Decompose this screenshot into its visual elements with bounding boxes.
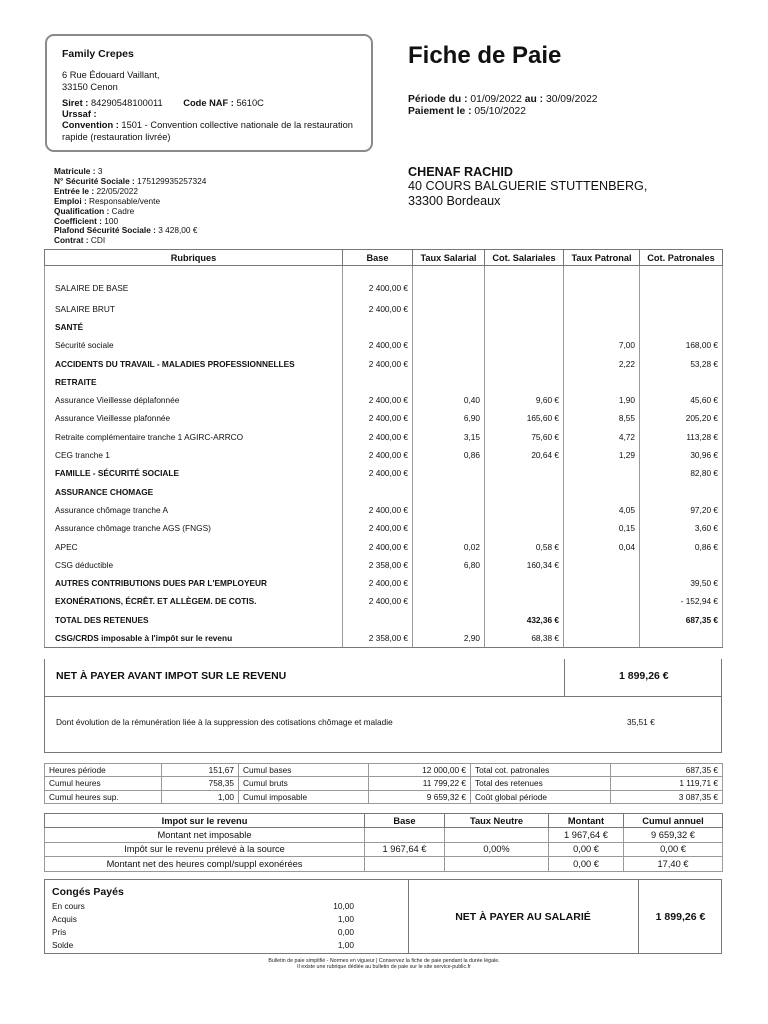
impot-cumul: 0,00 €	[624, 842, 723, 857]
contrat-value: CDI	[90, 235, 106, 246]
cumul-value: 687,35 €	[611, 764, 723, 777]
conges-value: 10,00	[333, 901, 354, 911]
impot-header-row	[45, 814, 723, 828]
cell-taux-salarial	[413, 266, 485, 300]
cumul-value: 3 087,35 €	[611, 790, 723, 803]
conges-row	[52, 914, 352, 924]
employer-name: Family Crepes	[62, 48, 134, 60]
cell-base: 2 400,00 €	[343, 464, 413, 482]
cell-cot-salariale: 68,38 €	[485, 629, 564, 647]
cell-taux-patronal: 4,72	[564, 428, 640, 446]
table-row	[45, 464, 723, 482]
employee-name: CHENAF RACHID	[408, 165, 513, 179]
cell-cot-patronale	[640, 556, 723, 574]
impot-taux: 0,00%	[445, 842, 549, 857]
cell-rubrique: FAMILLE - SÉCURITÉ SOCIALE	[45, 464, 343, 482]
cell-cot-patronale: 53,28 €	[640, 354, 723, 372]
impot-base	[365, 857, 445, 872]
matricule-label: Matricule :	[54, 166, 96, 176]
net-to-pay-label: NET À PAYER AU SALARIÉ	[455, 911, 591, 923]
net-before-tax-value: 1 899,26 €	[619, 670, 669, 682]
cell-rubrique: AUTRES CONTRIBUTIONS DUES PAR L'EMPLOYEUR	[45, 574, 343, 592]
cell-cot-patronale	[640, 318, 723, 336]
cell-rubrique: CSG/CRDS imposable à l'impôt sur le revenu	[45, 629, 343, 647]
table-row	[45, 373, 723, 391]
cell-taux-salarial	[413, 592, 485, 610]
cumul-value: 12 000,00 €	[369, 764, 471, 777]
table-row	[45, 519, 723, 537]
cell-rubrique: CSG déductible	[45, 556, 343, 574]
cell-taux-patronal	[564, 629, 640, 647]
conges-box	[44, 879, 722, 954]
employee-address1: 40 COURS BALGUERIE STUTTENBERG,	[408, 179, 648, 194]
cell-taux-salarial: 2,90	[413, 629, 485, 647]
periode-to: 30/09/2022	[545, 94, 598, 105]
cell-taux-salarial	[413, 501, 485, 519]
cell-base: 2 400,00 €	[343, 336, 413, 354]
cell-cot-patronale: 45,60 €	[640, 391, 723, 409]
impot-cumul: 17,40 €	[624, 857, 723, 872]
impot-base: 1 967,64 €	[365, 842, 445, 857]
footer-line1: Bulletin de paie simplifié - Normes en vigueur | Conservez la fiche de paie pendant la durée légale.	[268, 958, 500, 964]
cell-base	[343, 482, 413, 500]
table-row	[45, 266, 723, 300]
cell-cot-patronale	[640, 300, 723, 318]
cell-taux-salarial	[413, 519, 485, 537]
cell-rubrique: APEC	[45, 537, 343, 555]
cell-taux-salarial	[413, 354, 485, 372]
employer-address-line1: 6 Rue Édouard Vaillant,	[62, 70, 160, 81]
cell-cot-salariale	[485, 464, 564, 482]
qualif-label: Qualification :	[54, 205, 110, 216]
impot-base	[365, 828, 445, 843]
cell-cot-salariale	[485, 592, 564, 610]
siret-label: Siret :	[62, 97, 89, 108]
footer	[0, 958, 768, 971]
cumul-value: 1 119,71 €	[611, 777, 723, 790]
cell-taux-patronal: 0,15	[564, 519, 640, 537]
cell-taux-patronal	[564, 574, 640, 592]
cumul-label: Coût global période	[471, 790, 611, 803]
cell-cot-patronale: 82,80 €	[640, 464, 723, 482]
net-divider	[564, 659, 565, 696]
employee-address	[408, 165, 647, 208]
net-note-label: Dont évolution de la rémunération liée à la suppression des cotisations chômage et maladie	[56, 717, 393, 727]
cell-base: 2 400,00 €	[343, 300, 413, 318]
cumul-label: Heures période	[45, 764, 162, 777]
cumul-label: Total cot. patronales	[471, 764, 611, 777]
impot-label: Montant net des heures compl/suppl exonérées	[45, 857, 365, 872]
cell-base	[343, 611, 413, 629]
cell-taux-patronal	[564, 556, 640, 574]
table-header-row	[45, 250, 723, 266]
cumul-label: Cumul bases	[239, 764, 369, 777]
cell-base: 2 400,00 €	[343, 592, 413, 610]
net-before-tax-label: NET À PAYER AVANT IMPOT SUR LE REVENU	[56, 670, 287, 682]
table-row	[45, 318, 723, 336]
entree-label: Entrée le :	[54, 185, 95, 196]
cell-cot-patronale: 205,20 €	[640, 409, 723, 427]
cell-taux-patronal: 4,05	[564, 501, 640, 519]
cumul-label: Cumul bruts	[239, 777, 369, 790]
impot-col-montant: Montant	[549, 814, 624, 828]
cell-taux-patronal	[564, 482, 640, 500]
naf-label: Code NAF :	[183, 97, 234, 108]
impot-table	[44, 813, 723, 872]
cell-cot-salariale: 160,34 €	[485, 556, 564, 574]
conges-label: Acquis	[52, 914, 77, 924]
cumul-value: 9 659,32 €	[369, 790, 471, 803]
conges-row	[52, 927, 352, 937]
cell-cot-salariale	[485, 266, 564, 300]
siret-value: 84290548100011	[90, 97, 163, 108]
cell-cot-patronale: 168,00 €	[640, 336, 723, 354]
cumul-value: 1,00	[162, 790, 239, 803]
cumul-row	[45, 790, 723, 803]
cumul-value: 11 799,22 €	[369, 777, 471, 790]
cell-rubrique: RETRAITE	[45, 373, 343, 391]
table-row	[45, 537, 723, 555]
cell-cot-salariale	[485, 501, 564, 519]
cell-cot-patronale: 30,96 €	[640, 446, 723, 464]
paiement-date: 05/10/2022	[474, 106, 526, 117]
cell-base: 2 400,00 €	[343, 409, 413, 427]
cell-base: 2 400,00 €	[343, 537, 413, 555]
impot-label: Montant net imposable	[45, 828, 365, 843]
cell-taux-patronal: 1,29	[564, 446, 640, 464]
cell-taux-salarial: 6,90	[413, 409, 485, 427]
cell-taux-salarial	[413, 336, 485, 354]
cell-cot-patronale	[640, 373, 723, 391]
cell-cot-salariale	[485, 482, 564, 500]
cell-cot-patronale: 39,50 €	[640, 574, 723, 592]
cell-cot-salariale	[485, 300, 564, 318]
conges-title: Congés Payés	[52, 886, 124, 898]
impot-montant: 1 967,64 €	[549, 828, 624, 843]
cumul-row	[45, 764, 723, 777]
conges-value: 0,00	[337, 927, 354, 937]
cumul-label: Cumul imposable	[239, 790, 369, 803]
cell-taux-patronal: 1,90	[564, 391, 640, 409]
col-base: Base	[343, 250, 413, 266]
cell-cot-salariale	[485, 373, 564, 391]
matricule-value: 3	[97, 166, 103, 176]
coef-label: Coefficient :	[54, 215, 102, 226]
cell-taux-salarial: 0,40	[413, 391, 485, 409]
cell-taux-patronal	[564, 592, 640, 610]
cell-taux-patronal: 8,55	[564, 409, 640, 427]
urssaf-label: Urssaf :	[62, 109, 97, 120]
cell-cot-patronale: 97,20 €	[640, 501, 723, 519]
secu-value: 175129935257324	[137, 175, 207, 186]
contrat-label: Contrat :	[54, 235, 89, 246]
employee-address2: 33300 Bordeaux	[408, 193, 501, 208]
cell-taux-patronal: 7,00	[564, 336, 640, 354]
cell-rubrique: Sécurité sociale	[45, 336, 343, 354]
col-cot-salariales: Cot. Salariales	[485, 250, 564, 266]
cell-rubrique: Assurance chômage tranche AGS (FNGS)	[45, 519, 343, 537]
cell-base: 2 400,00 €	[343, 391, 413, 409]
table-row	[45, 611, 723, 629]
conges-value: 1,00	[337, 940, 354, 950]
cumuls-table	[44, 763, 723, 804]
conges-row	[52, 940, 352, 950]
cell-rubrique: EXONÉRATIONS, ÉCRÊT. ET ALLÈGEM. DE COTIS.	[45, 592, 343, 610]
cell-taux-salarial	[413, 464, 485, 482]
cell-taux-salarial	[413, 574, 485, 592]
cell-cot-patronale: 0,86 €	[640, 537, 723, 555]
impot-col-cumul: Cumul annuel	[624, 814, 723, 828]
cell-base: 2 400,00 €	[343, 501, 413, 519]
cell-taux-salarial: 6,80	[413, 556, 485, 574]
footer-line2: Il existe une rubrique dédiée au bulletin de paie sur le site service-public.fr	[297, 964, 471, 971]
impot-taux	[445, 857, 549, 872]
payslip-table-body	[45, 266, 723, 648]
cell-cot-salariale	[485, 519, 564, 537]
table-row	[45, 574, 723, 592]
cell-taux-salarial	[413, 300, 485, 318]
cell-taux-patronal	[564, 373, 640, 391]
cell-taux-salarial: 3,15	[413, 428, 485, 446]
secu-label: N° Sécurité Sociale :	[54, 175, 135, 186]
cell-taux-salarial	[413, 318, 485, 336]
cell-taux-patronal: 2,22	[564, 354, 640, 372]
cell-taux-salarial	[413, 611, 485, 629]
table-row	[45, 482, 723, 500]
conges-value: 1,00	[337, 914, 354, 924]
table-row	[45, 501, 723, 519]
cell-taux-patronal	[564, 318, 640, 336]
col-cot-patronales: Cot. Patronales	[640, 250, 723, 266]
impot-col-taux: Taux Neutre	[445, 814, 549, 828]
coef-value: 100	[104, 215, 119, 226]
cell-cot-salariale: 75,60 €	[485, 428, 564, 446]
cell-rubrique: Assurance Vieillesse plafonnée	[45, 409, 343, 427]
impot-row	[45, 842, 723, 857]
impot-montant: 0,00 €	[549, 857, 624, 872]
employee-info	[54, 167, 206, 246]
impot-row	[45, 828, 723, 843]
cell-cot-patronale: 3,60 €	[640, 519, 723, 537]
emploi-value: Responsable/vente	[89, 195, 161, 206]
table-row	[45, 409, 723, 427]
cell-cot-salariale: 0,58 €	[485, 537, 564, 555]
periode-label: Période du :	[408, 94, 468, 105]
net-separator	[45, 696, 721, 697]
impot-label: Impôt sur le revenu prélevé à la source	[45, 842, 365, 857]
cell-base: 2 400,00 €	[343, 519, 413, 537]
cumul-value: 758,35	[162, 777, 239, 790]
cumul-label: Total des retenues	[471, 777, 611, 790]
convention-label: Convention :	[62, 120, 119, 131]
cell-rubrique: ASSURANCE CHOMAGE	[45, 482, 343, 500]
impot-row	[45, 857, 723, 872]
col-rubriques: Rubriques	[45, 250, 343, 266]
table-row	[45, 428, 723, 446]
impot-montant: 0,00 €	[549, 842, 624, 857]
cell-base: 2 358,00 €	[343, 556, 413, 574]
cell-cot-patronale: - 152,94 €	[640, 592, 723, 610]
cell-cot-salariale	[485, 336, 564, 354]
cell-rubrique: SANTÉ	[45, 318, 343, 336]
cell-cot-patronale: 687,35 €	[640, 611, 723, 629]
col-taux-salarial: Taux Salarial	[413, 250, 485, 266]
cell-rubrique: SALAIRE DE BASE	[45, 266, 343, 300]
cell-base: 2 400,00 €	[343, 266, 413, 300]
cell-base: 2 358,00 €	[343, 629, 413, 647]
cell-base	[343, 373, 413, 391]
cell-rubrique: TOTAL DES RETENUES	[45, 611, 343, 629]
periode-from: 01/09/2022	[470, 94, 522, 105]
cell-cot-patronale	[640, 482, 723, 500]
cell-cot-salariale: 165,60 €	[485, 409, 564, 427]
cell-taux-patronal	[564, 300, 640, 318]
conges-label: En cours	[52, 901, 85, 911]
table-row	[45, 592, 723, 610]
cell-taux-patronal	[564, 266, 640, 300]
cell-taux-salarial	[413, 482, 485, 500]
cumul-row	[45, 777, 723, 790]
period-info	[408, 94, 598, 118]
cell-taux-salarial	[413, 373, 485, 391]
cell-rubrique: ACCIDENTS DU TRAVAIL - MALADIES PROFESSIONNELLES	[45, 354, 343, 372]
cell-rubrique: Assurance chômage tranche A	[45, 501, 343, 519]
cell-rubrique: SALAIRE BRUT	[45, 300, 343, 318]
cell-taux-patronal: 0,04	[564, 537, 640, 555]
cell-cot-salariale: 432,36 €	[485, 611, 564, 629]
cumul-label: Cumul heures sup.	[45, 790, 162, 803]
cell-taux-patronal	[564, 611, 640, 629]
net-box	[44, 659, 722, 753]
cell-cot-patronale	[640, 629, 723, 647]
col-taux-patronal: Taux Patronal	[564, 250, 640, 266]
net-to-pay-value: 1 899,26 €	[655, 911, 706, 923]
employer-ids	[62, 98, 357, 109]
entree-value: 22/05/2022	[96, 185, 138, 196]
table-row	[45, 629, 723, 647]
cell-cot-salariale: 9,60 €	[485, 391, 564, 409]
convention-value: 1501 - Convention collective nationale de la restauration rapide (restauration livrée)	[62, 120, 353, 142]
impot-cumul: 9 659,32 €	[624, 828, 723, 843]
plafond-value: 3 428,00 €	[158, 225, 198, 236]
plafond-label: Plafond Sécurité Sociale :	[54, 225, 156, 236]
cumul-value: 151,67	[162, 764, 239, 777]
cell-cot-salariale	[485, 574, 564, 592]
conges-row	[52, 901, 352, 911]
cell-cot-salariale: 20,64 €	[485, 446, 564, 464]
conges-label: Solde	[52, 940, 74, 950]
page-title: Fiche de Paie	[408, 42, 562, 69]
table-row	[45, 556, 723, 574]
cell-base: 2 400,00 €	[343, 446, 413, 464]
cell-cot-patronale: 113,28 €	[640, 428, 723, 446]
cell-cot-patronale	[640, 266, 723, 300]
table-row	[45, 354, 723, 372]
cell-rubrique: Retraite complémentaire tranche 1 AGIRC-ARRCO	[45, 428, 343, 446]
cell-taux-patronal	[564, 464, 640, 482]
cell-rubrique: Assurance Vieillesse déplafonnée	[45, 391, 343, 409]
impot-col-base: Base	[365, 814, 445, 828]
payslip-table	[44, 249, 723, 648]
cell-base	[343, 318, 413, 336]
cell-rubrique: CEG tranche 1	[45, 446, 343, 464]
paiement-label: Paiement le :	[408, 106, 472, 117]
naf-value: 5610C	[236, 97, 264, 108]
qualif-value: Cadre	[111, 205, 135, 216]
cumul-label: Cumul heures	[45, 777, 162, 790]
conges-label: Pris	[52, 927, 67, 937]
table-row	[45, 300, 723, 318]
cell-base: 2 400,00 €	[343, 574, 413, 592]
impot-taux	[445, 828, 549, 843]
employer-box	[45, 34, 373, 152]
cell-cot-salariale	[485, 354, 564, 372]
table-row	[45, 446, 723, 464]
cell-taux-salarial: 0,86	[413, 446, 485, 464]
periode-au: au :	[524, 94, 544, 105]
net-note-value: 35,51 €	[627, 717, 655, 727]
cell-cot-salariale	[485, 318, 564, 336]
cell-base: 2 400,00 €	[343, 428, 413, 446]
emploi-label: Emploi :	[54, 195, 87, 206]
table-row	[45, 391, 723, 409]
impot-col-label: Impot sur le revenu	[45, 814, 365, 828]
cell-taux-salarial: 0,02	[413, 537, 485, 555]
table-row	[45, 336, 723, 354]
employer-address-line2: 33150 Cenon	[62, 81, 118, 92]
cell-base: 2 400,00 €	[343, 354, 413, 372]
